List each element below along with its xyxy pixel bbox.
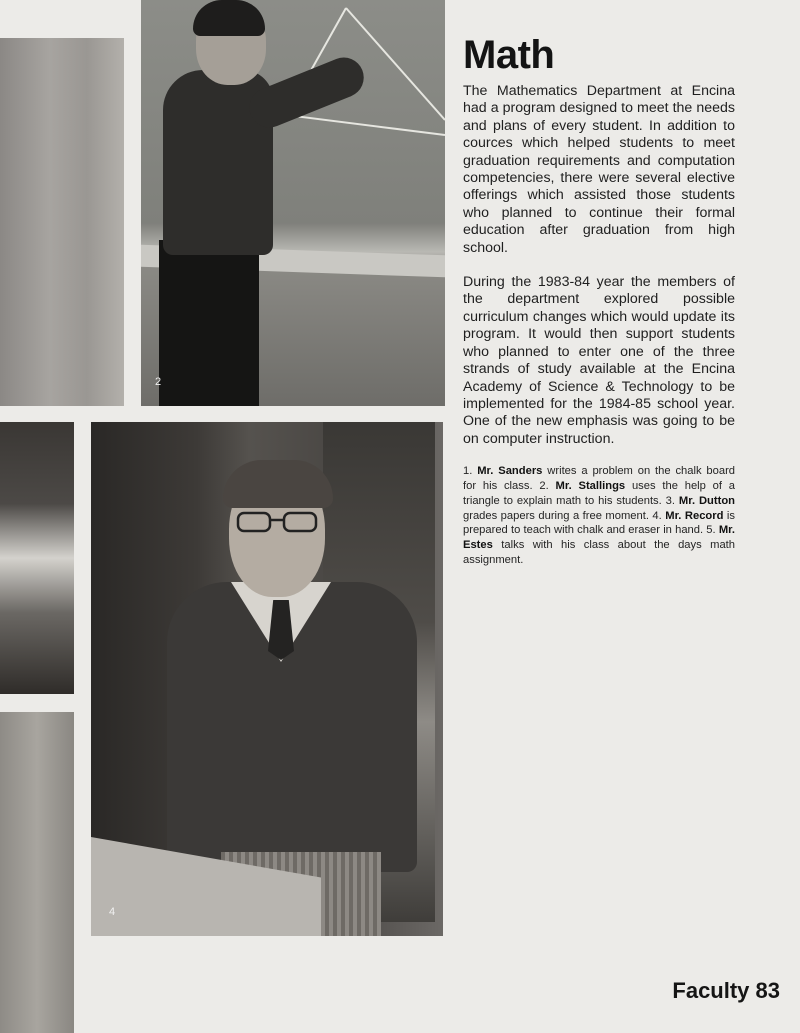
teacher-hair [193, 0, 265, 36]
photo-left-edge-bottom [0, 712, 74, 1033]
caption-text: uses the help of a triangle to explain math to his students. [463, 479, 736, 507]
photo-teacher-portrait [91, 422, 443, 936]
caption-text: grades papers during a free moment. [463, 509, 649, 522]
teacher-legs [159, 240, 259, 406]
photo-captions [463, 464, 735, 568]
caption-number: 3. [665, 494, 676, 507]
portrait-hair [223, 460, 333, 508]
photo-left-edge-top [0, 38, 124, 406]
photo-number-2: 2 [155, 376, 162, 388]
caption-number: 5. [706, 524, 716, 537]
caption-name: Mr. Record [665, 509, 724, 522]
caption-number: 4. [652, 509, 662, 522]
photo-teacher-triangle [141, 0, 445, 406]
caption-name: Mr. Estes [463, 524, 736, 552]
caption-name: Mr. Stallings [555, 479, 626, 492]
caption-number: 2. [539, 479, 549, 492]
body-paragraph-1: The Mathematics Department at Encina had a program designed to meet the needs and plans of every student. In addition to cources which helped students to meet graduation requirements and computation competencies, there were several elective offerings which assisted those students who planned to continue their formal education after graduation from high school. [463, 83, 735, 256]
section-title: Math [463, 33, 555, 77]
caption-text: is prepared to teach with chalk and eraser in hand. [463, 509, 736, 537]
caption-text: talks with his class about the days math assignment. [463, 539, 736, 566]
photo-number-4: 4 [109, 906, 116, 918]
glasses-icon [236, 510, 318, 534]
body-paragraph-2: During the 1983-84 year the members of the department explored possible curriculum changes which would update its program. It would then support students who planned to enter one of the three strands of study available at the Encina Academy of Science & Technology to be implemented for the 1984-85 school year. One of the new emphasis was going to be on computer instruction. [463, 274, 735, 447]
caption-name: Mr. Dutton [678, 494, 736, 507]
page-folio: Faculty 83 [672, 978, 780, 1003]
caption-text: writes a problem on the chalk board for his class. [463, 465, 736, 492]
caption-number: 1. [463, 465, 473, 478]
caption-name: Mr. Sanders [477, 465, 543, 478]
article-column [463, 33, 735, 568]
photo-left-edge-middle [0, 422, 74, 694]
